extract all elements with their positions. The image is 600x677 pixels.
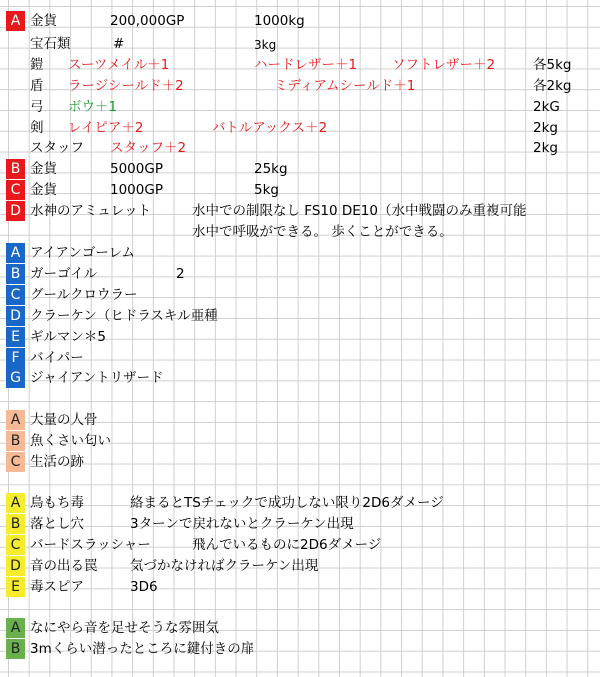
clue-label: B [6, 431, 25, 451]
staff-item: スタッフ [30, 140, 84, 156]
gold-c-amount: 1000GP [110, 182, 163, 198]
sword-weight: 2kg [533, 120, 558, 136]
clue-label: A [6, 410, 25, 430]
shield-weight: 各2kg [533, 78, 572, 94]
bow-value: ボウ＋1 [68, 99, 118, 115]
gold-b-item: 金貨 [30, 161, 57, 177]
gold-c-item: 金貨 [30, 182, 57, 198]
sword-value-1: レイピア＋2 [68, 120, 144, 136]
clue-text: 魚くさい匂い [30, 433, 111, 449]
monster-label: A [6, 243, 25, 263]
monster-label: G [6, 368, 25, 388]
clue-text: 大量の人骨 [30, 412, 98, 428]
trap-effect: 気づかなければクラーケン出現 [130, 558, 319, 574]
gold-amount: 200,000GP [110, 13, 185, 29]
shield-value-1: ラージシールド＋2 [68, 78, 184, 94]
hint-text: なにやら音を足せそうな雰囲気 [30, 620, 219, 636]
clue-label: C [6, 452, 25, 472]
clue-text: 生活の跡 [30, 454, 84, 470]
row-label-c: C [6, 180, 25, 200]
staff-weight: 2kg [533, 140, 558, 156]
trap-name: 落とし穴 [30, 516, 84, 532]
trap-name: 鳥もち毒 [30, 495, 84, 511]
trap-label: A [6, 493, 25, 513]
gold-b-amount: 5000GP [110, 161, 163, 177]
shield-item: 盾 [30, 78, 44, 94]
gems-item: 宝石類 [30, 36, 71, 52]
trap-name: 音の出る罠 [30, 558, 98, 574]
bow-weight: 2kG [533, 99, 560, 115]
gold-b-weight: 25kg [254, 161, 288, 177]
amulet-item: 水神のアミュレット [30, 203, 152, 219]
staff-value: スタッフ＋2 [110, 140, 187, 156]
gold-item: 金貨 [30, 13, 57, 29]
gold-weight: 1000kg [254, 13, 305, 29]
monster-count: 2 [176, 266, 185, 282]
bow-item: 弓 [30, 99, 44, 115]
row-label-d: D [6, 201, 25, 221]
monster-label: D [6, 306, 25, 326]
monster-label: C [6, 285, 25, 305]
monster-name: アイアンゴーレム [30, 245, 136, 261]
armor-item: 鎧 [30, 57, 44, 73]
monster-label: F [6, 348, 25, 368]
gems-amount: # [113, 36, 125, 52]
shield-value-2: ミディアムシールド＋1 [274, 78, 416, 94]
sword-value-2: バトルアックス＋2 [212, 120, 328, 136]
monster-name: ジャイアントリザード [30, 370, 164, 386]
armor-value-2: ハードレザー＋1 [254, 57, 358, 73]
trap-label: D [6, 556, 25, 576]
armor-value-1: スーツメイル＋1 [68, 57, 170, 73]
hint-label: B [6, 639, 25, 659]
monster-label: E [6, 327, 25, 347]
monster-label: B [6, 264, 25, 284]
trap-name: バードスラッシャー [30, 537, 151, 553]
armor-weight: 各5kg [533, 57, 572, 73]
hint-label: A [6, 618, 25, 638]
trap-effect: 3D6 [130, 579, 158, 595]
trap-label: E [6, 577, 25, 597]
amulet-desc-2: 水中で呼吸ができる。 歩くことができる。 [192, 224, 453, 240]
trap-effect: 飛んでいるものに2D6ダメージ [192, 537, 382, 553]
monster-name: グールクロウラー [30, 287, 138, 303]
armor-value-3: ソフトレザー＋2 [392, 57, 496, 73]
row-label-b: B [6, 159, 25, 179]
gold-c-weight: 5kg [254, 182, 279, 198]
hint-text: 3mくらい潜ったところに鍵付きの扉 [30, 641, 255, 657]
trap-effect: 3ターンで戻れないとクラーケン出現 [130, 516, 354, 532]
trap-effect: 絡まるとTSチェックで成功しない限り2D6ダメージ [130, 495, 444, 511]
trap-label: B [6, 514, 25, 534]
monster-name: バイパー [30, 350, 84, 366]
trap-label: C [6, 535, 25, 555]
amulet-desc-1: 水中での制限なし FS10 DE10（水中戦闘のみ重複可能 [192, 203, 527, 219]
monster-name: ギルマン＊5 [30, 329, 106, 345]
monster-name: クラーケン（ヒドラスキル亜種 [30, 308, 218, 324]
monster-name: ガーゴイル [30, 266, 98, 282]
gems-weight: 3kg [254, 38, 277, 52]
sword-item: 剣 [30, 120, 44, 136]
trap-name: 毒スピア [30, 579, 84, 595]
row-label-a: A [6, 11, 25, 31]
